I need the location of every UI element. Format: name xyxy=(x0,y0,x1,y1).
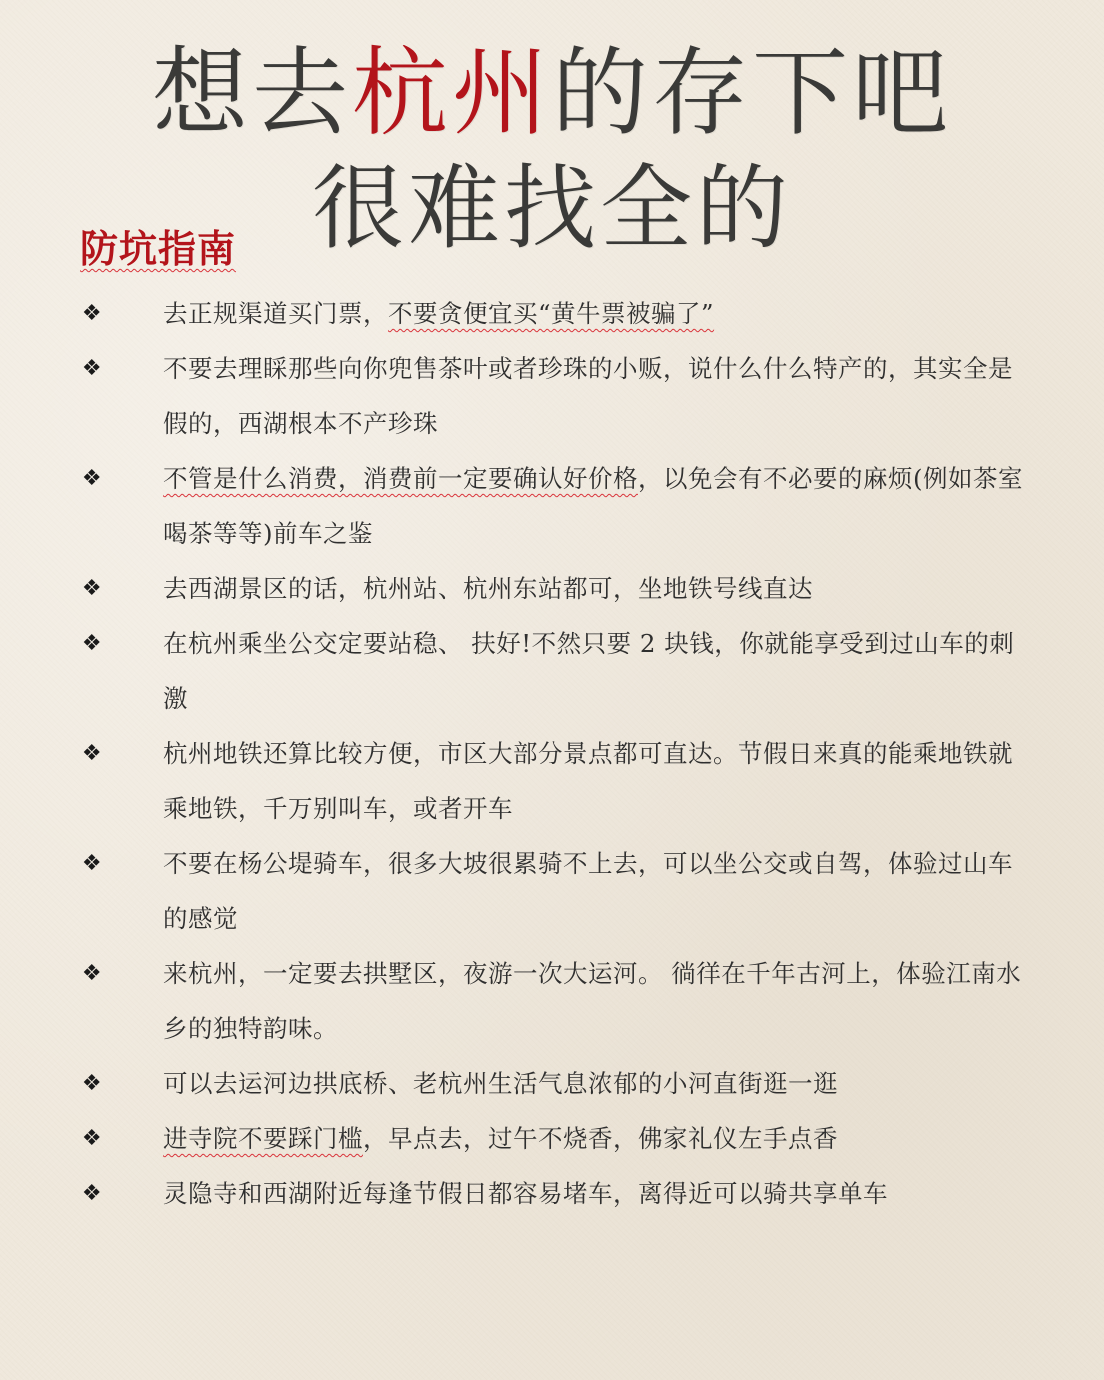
tip-item xyxy=(0,1166,1104,1221)
diamond-bullet-icon: ❖ xyxy=(81,631,103,656)
diamond-bullet-icon: ❖ xyxy=(81,466,103,491)
tip-item xyxy=(0,726,1104,836)
title-line-1-start: 想去 xyxy=(152,37,352,149)
tip-text-rest: ，早点去，过午不烧香，佛家礼仪左手点香 xyxy=(363,1124,838,1153)
diamond-bullet-icon: ❖ xyxy=(81,961,103,986)
tip-text: 去西湖景区的话，杭州站、杭州东站都可，坐地铁号线直达 xyxy=(163,574,813,603)
tip-text-underlined: 不管是什么消费，消费前一定要确认好价格 xyxy=(163,464,638,493)
tip-text: 在杭州乘坐公交定要站稳、 扶好!不然只要 2 块钱，你就能享受到过山车的刺激 xyxy=(163,629,1015,713)
tips-list xyxy=(0,286,1104,1221)
diamond-bullet-icon: ❖ xyxy=(81,301,103,326)
tip-item xyxy=(0,836,1104,946)
tip-item xyxy=(0,946,1104,1056)
tip-text-underlined: 进寺院不要踩门槛 xyxy=(163,1124,363,1153)
tip-text: 可以去运河边拱底桥、老杭州生活气息浓郁的小河直街逛一逛 xyxy=(163,1069,838,1098)
title-highlight-city: 杭州 xyxy=(352,37,552,149)
tip-item xyxy=(0,286,1104,341)
diamond-bullet-icon: ❖ xyxy=(81,576,103,601)
tip-text: 去正规渠道买门票， xyxy=(163,299,388,328)
diamond-bullet-icon: ❖ xyxy=(81,1071,103,1096)
tip-item xyxy=(0,561,1104,616)
tip-text: 不要在杨公堤骑车，很多大坡很累骑不上去，可以坐公交或自驾，体验过山车的感觉 xyxy=(163,849,1013,933)
tip-item xyxy=(0,1111,1104,1166)
diamond-bullet-icon: ❖ xyxy=(81,1126,103,1151)
tip-text: 不要去理睬那些向你兜售茶叶或者珍珠的小贩，说什么什么特产的，其实全是假的，西湖根本不产珍珠 xyxy=(163,354,1013,438)
tip-text: 杭州地铁还算比较方便，市区大部分景点都可直达。节假日来真的能乘地铁就乘地铁，千万别叫车，或者开车 xyxy=(163,739,1013,823)
title-line-1 xyxy=(0,38,1104,148)
tip-item xyxy=(0,341,1104,451)
diamond-bullet-icon: ❖ xyxy=(81,741,103,766)
diamond-bullet-icon: ❖ xyxy=(81,851,103,876)
tip-text: 灵隐寺和西湖附近每逢节假日都容易堵车，离得近可以骑共享单车 xyxy=(163,1179,888,1208)
title-line-2: 很难找全的 xyxy=(311,155,792,262)
tip-text-rest: ，以免会有不必要的麻烦(例如茶室喝茶等等)前车之鉴 xyxy=(163,464,1024,548)
title-line-1-end: 的存下吧 xyxy=(552,37,952,149)
tip-item xyxy=(0,616,1104,726)
tip-text: 来杭州，一定要去拱墅区，夜游一次大运河。 徜徉在千年古河上，体验江南水乡的独特韵味。 xyxy=(163,959,1022,1043)
tip-text-underlined: 不要贪便宜买“黄牛票被骗了” xyxy=(388,299,715,328)
diamond-bullet-icon: ❖ xyxy=(81,356,103,381)
tip-item xyxy=(0,1056,1104,1111)
diamond-bullet-icon: ❖ xyxy=(81,1181,103,1206)
section-heading: 防坑指南 xyxy=(80,226,237,271)
tip-item xyxy=(0,451,1104,561)
